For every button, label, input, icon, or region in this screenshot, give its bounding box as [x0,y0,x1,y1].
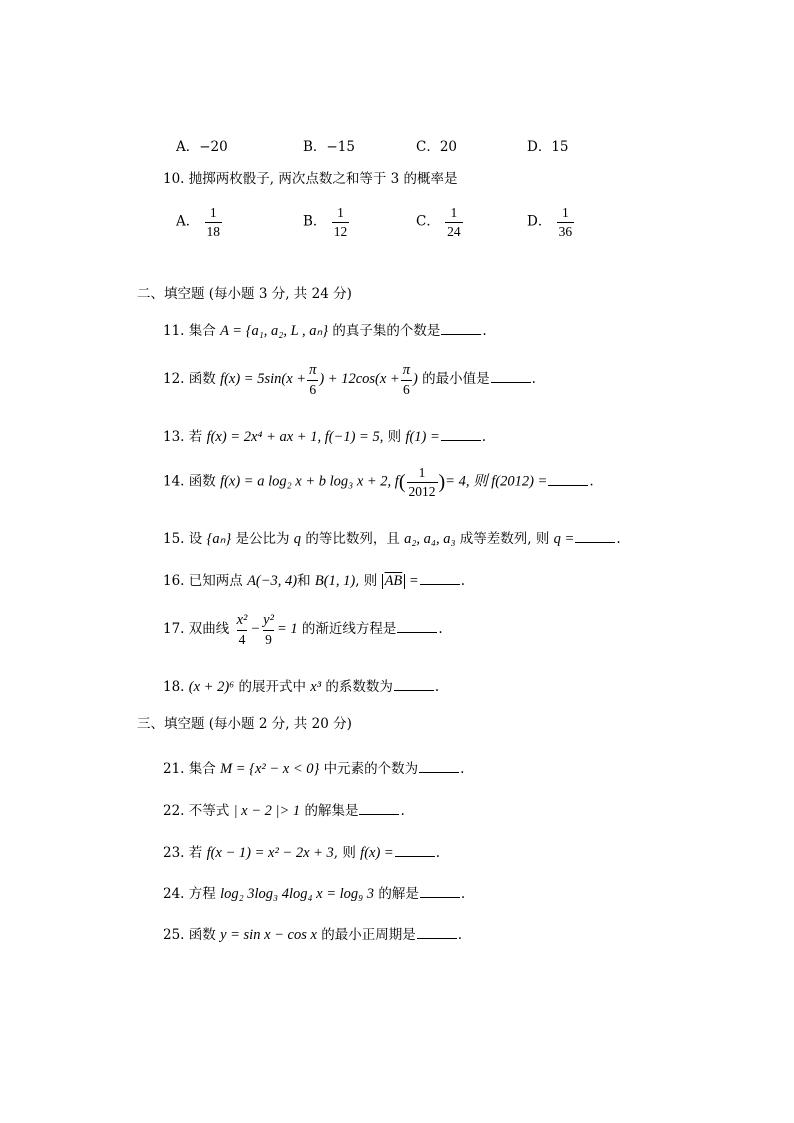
choice-label: D． [527,213,552,230]
numerator: 1 [337,205,344,220]
choice-label: A． [176,213,200,230]
period: . [531,371,536,387]
q9-choice-d: D．15 [527,139,569,155]
denominator: 6 [402,381,410,397]
fraction [407,466,438,498]
q21 [163,760,464,777]
q13-math-2: f(1) = [405,429,440,445]
q15-math: {aₙ} [206,531,232,547]
denominator: 2012 [408,483,436,499]
q22-prefix: 22. 不等式 [163,803,234,819]
q11 [163,322,487,339]
answer-blank[interactable] [491,370,531,383]
answer-blank[interactable] [397,620,437,633]
period: . [460,573,465,589]
paren-open: ( [398,471,406,493]
q22 [163,802,405,819]
numerator: x² [236,612,248,628]
q16-eq: = [405,573,419,589]
denominator: 9 [265,631,272,647]
fraction [557,206,575,238]
period: . [434,679,440,695]
q24 [163,885,465,902]
q17-prefix: 17. 双曲线 [163,621,234,637]
q16-text: , 则 [355,573,382,589]
period: . [400,803,405,819]
numerator: 1 [562,205,569,220]
q10-choice-c [416,206,464,238]
period: . [482,323,487,339]
numerator: 1 [209,205,217,220]
period: . [460,886,466,902]
answer-blank[interactable] [394,678,434,691]
q18 [163,678,439,695]
fraction [401,363,412,396]
q14-math: f(x) = a log₂ x + b log₃ x + 2, f [220,473,399,490]
q15-math-2: a₂, a₄, a₃ [404,531,456,547]
q15-text-3: 成等差数列, 则 [455,531,554,547]
q15 [163,530,621,547]
q11-prefix: 11. 集合 [163,323,221,339]
answer-blank[interactable] [441,322,481,335]
numerator: y² [263,612,274,628]
q14-math-2: f(2012) = [491,473,548,490]
fraction [205,206,223,238]
q18-math-2: x³ [310,679,322,695]
q25 [163,926,462,943]
q23-math-2: f(x) = [360,845,394,861]
answer-blank[interactable] [395,844,435,857]
q23-prefix: 23. 若 [163,845,207,861]
q21-text: 中元素的个数为 [319,761,419,777]
q16-prefix: 16. 已知两点 [163,573,248,589]
q18-prefix: 18. [163,679,189,695]
q18-math: (x + 2)⁶ [188,679,235,695]
q17-text: 的渐近线方程是 [297,621,397,637]
q13-text: 则 [383,429,406,445]
q25-math: y = sin x − cos x [220,927,317,943]
q9-choice-b: B．−15 [303,139,355,155]
denominator: 24 [447,223,461,239]
paren-close: ) [438,471,446,493]
answer-blank[interactable] [419,760,459,773]
period: . [481,429,487,445]
q23 [163,844,440,861]
numerator: π [309,362,317,378]
answer-blank[interactable] [575,530,615,543]
q12-math-2: ) + 12cos(x + [319,371,400,387]
q15-text-2: 的等比数列，且 [301,531,405,547]
denominator: 18 [206,223,221,239]
period: . [589,473,594,490]
answer-blank[interactable] [548,473,588,486]
q10-choice-b [303,206,350,238]
q12-math-3: ) [412,371,418,387]
q10-question: 10. 抛掷两枚骰子, 两次点数之和等于 3 的概率是 [163,171,458,187]
answer-blank[interactable] [359,802,399,815]
choice-label: B． [303,213,327,230]
q16-point-b: B(1, 1) [314,573,356,589]
q12 [163,363,536,396]
period: . [438,621,443,637]
numerator: π [402,362,410,378]
q18-text: 的展开式中 [234,679,311,695]
denominator: 36 [558,223,573,239]
q14-prefix: 14. 函数 [163,473,221,490]
q12-prefix: 12. 函数 [163,371,221,387]
q16-and: 和 [297,573,315,589]
fraction [332,206,350,238]
vector-ab: $\overline{AB}$ [384,573,403,589]
q12-text: 的最小值是 [417,371,490,387]
q22-math: | x − 2 |> 1 [233,803,301,819]
fraction [261,613,276,646]
q12-math-1: f(x) = 5sin(x + [220,371,307,387]
answer-blank[interactable] [441,428,481,441]
q15-math-3: q = [553,531,575,547]
q17-minus: − [250,621,261,637]
q11-math: A = {a₁, a₂, L , aₙ} [220,323,329,339]
q25-text: 的最小正周期是 [316,927,416,943]
denominator: 6 [309,381,317,397]
answer-blank[interactable] [420,885,460,898]
q18-text-2: 的系数数为 [321,679,393,695]
period: . [457,927,463,943]
answer-blank[interactable] [420,572,460,585]
vector-magnitude [382,574,406,589]
q13-math: f(x) = 2x⁴ + ax + 1, f(−1) = 5, [206,429,384,445]
q11-text: 的真子集的个数是 [328,323,441,339]
section2-title: 二、填空题 (每小题 3 分, 共 24 分) [137,286,352,302]
numerator: 1 [450,205,458,220]
period: . [435,845,440,861]
q10-choice-d [527,206,575,238]
q24-text: 的解是 [374,886,419,902]
q15-q: q [293,531,302,547]
q13 [163,428,486,445]
answer-blank[interactable] [417,926,457,939]
fraction [445,206,463,238]
period: . [616,531,621,547]
q13-prefix: 13. 若 [163,429,207,445]
denominator: 4 [238,631,246,647]
q14-mid: = 4, 则 [445,473,492,490]
q14 [163,466,594,498]
q10-choice-a [176,206,223,238]
fraction [307,363,318,396]
denominator: 12 [333,223,348,239]
section3-title: 三、填空题 (每小题 2 分, 共 20 分) [137,716,352,732]
numerator: 1 [418,465,426,480]
q15-text: 是公比为 [231,531,294,547]
q25-prefix: 25. 函数 [163,927,221,943]
q17 [163,613,443,646]
q22-text: 的解集是 [300,803,359,819]
q21-math: M = {x² − x < 0} [220,761,320,777]
q9-choice-a: A．−20 [176,139,228,155]
q9-choice-c: C．20 [416,139,458,155]
q21-prefix: 21. 集合 [163,761,221,777]
period: . [460,761,465,777]
q15-prefix: 15. 设 [163,531,207,547]
fraction [235,613,250,646]
q23-math: f(x − 1) = x² − 2x + 3 [206,845,334,861]
choice-label: C． [416,213,440,230]
q23-text: , 则 [333,845,361,861]
q16-point-a: A(−3, 4) [247,573,298,589]
q16 [163,572,465,589]
q17-eq: = 1 [276,621,298,637]
q24-math: log₂ 3log₃ 4log₄ x = log₉ 3 [220,886,375,902]
q24-prefix: 24. 方程 [163,886,221,902]
